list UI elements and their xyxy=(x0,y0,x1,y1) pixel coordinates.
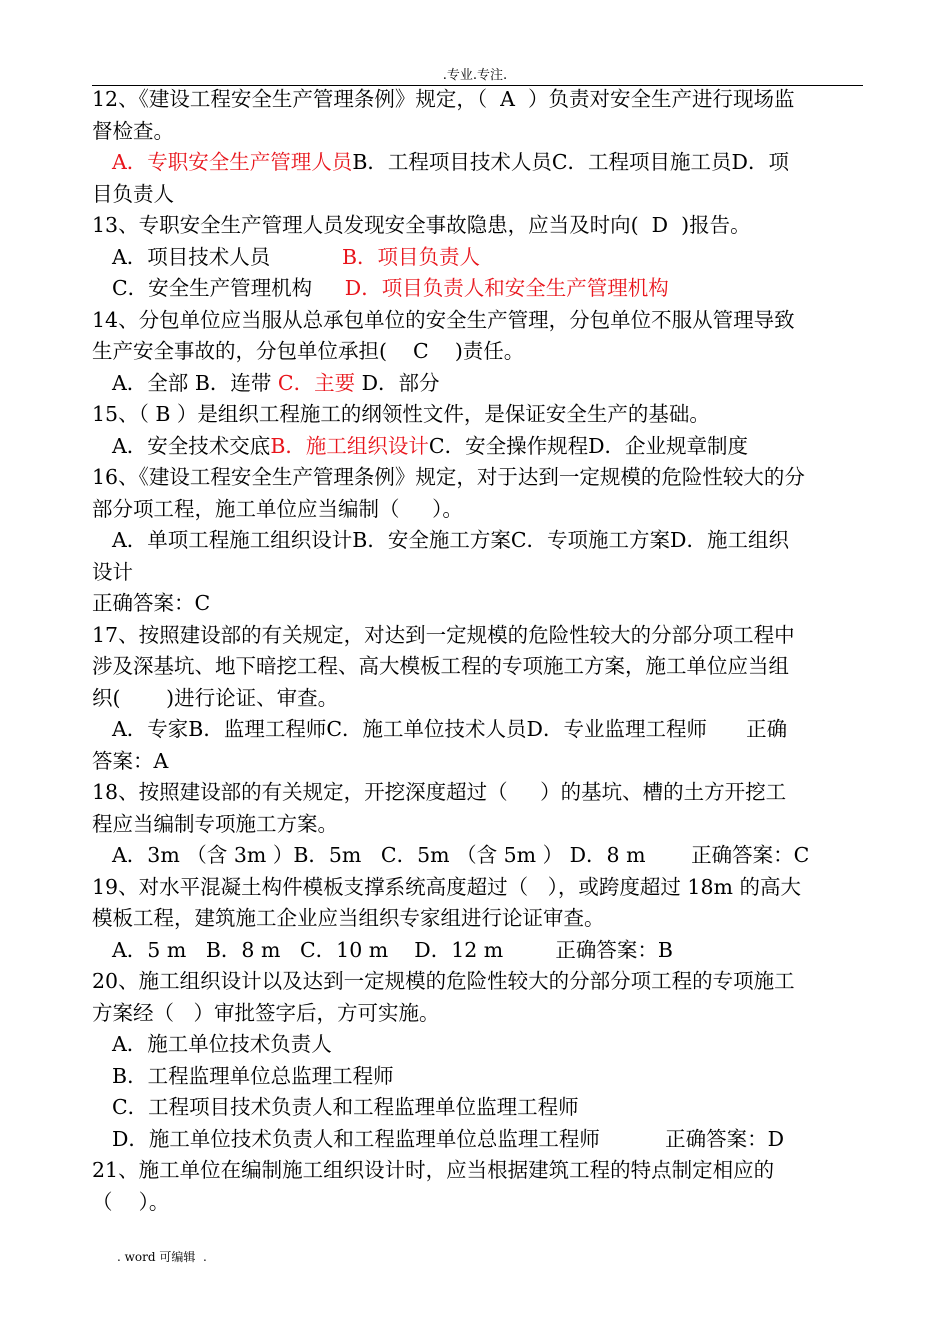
text-segment: 生产安全事故的，分包单位承担( C )责任。 xyxy=(92,339,525,363)
text-segment: 目负责人 xyxy=(92,181,174,206)
text-line xyxy=(92,462,863,494)
text-segment: 12、《建设工程安全生产管理条例》规定，（ A ）负责对安全生产进行现场监 xyxy=(92,87,795,111)
text-segment: （ ）。 xyxy=(92,1189,170,1214)
text-line xyxy=(92,147,863,179)
text-line xyxy=(92,273,863,305)
text-segment: C．工程项目技术负责人和工程监理单位监理工程师 xyxy=(112,1095,579,1119)
text-line xyxy=(92,809,863,841)
text-segment: A．专家B．监理工程师C．施工单位技术人员D．专业监理工程师 正确 xyxy=(112,717,788,741)
text-segment: 13、专职安全生产管理人员发现安全事故隐患，应当及时向( D )报告。 xyxy=(92,213,751,237)
text-line xyxy=(92,1092,863,1124)
text-line xyxy=(92,1187,863,1219)
text-segment: A．项目技术人员 xyxy=(112,244,342,269)
answer-highlight: B．施工组织设计 xyxy=(270,433,429,458)
text-segment: 18、按照建设部的有关规定，开挖深度超过（ ）的基坑、槽的土方开挖工 xyxy=(92,780,787,804)
answer-highlight: A．专职安全生产管理人员 xyxy=(112,150,353,174)
text-line xyxy=(92,777,863,809)
text-line xyxy=(92,116,863,148)
text-segment: B．工程项目技术人员C．工程项目施工员D．项 xyxy=(352,150,789,174)
text-line xyxy=(92,1061,863,1093)
text-segment: 21、施工单位在编制施工组织设计时，应当根据建筑工程的特点制定相应的 xyxy=(92,1158,775,1182)
text-segment: 程应当编制专项施工方案。 xyxy=(92,811,338,836)
text-segment: 部分项工程，施工单位应当编制（ ）。 xyxy=(92,496,463,521)
text-segment: 15、（ B ）是组织工程施工的纲领性文件，是保证安全生产的基础。 xyxy=(92,402,710,426)
text-segment: 督检查。 xyxy=(92,118,174,143)
text-segment: C．安全生产管理机构 xyxy=(112,276,345,300)
text-segment: A．单项工程施工组织设计B．安全施工方案C．专项施工方案D．施工组织 xyxy=(112,528,789,552)
text-segment: 14、分包单位应当服从总承包单位的安全生产管理，分包单位不服从管理导致 xyxy=(92,307,795,332)
text-line xyxy=(92,305,863,337)
text-segment: A．安全技术交底 xyxy=(112,433,271,458)
text-segment: 17、按照建设部的有关规定，对达到一定规模的危险性较大的分部分项工程中 xyxy=(92,622,795,647)
text-line xyxy=(92,494,863,526)
text-line xyxy=(92,525,863,557)
page-header: .专业.专注. xyxy=(442,68,508,83)
page-footer: . word 可编辑 . xyxy=(117,1250,207,1264)
text-segment: D．部分 xyxy=(355,370,440,395)
text-line xyxy=(92,998,863,1030)
text-segment: B．工程监理单位总监理工程师 xyxy=(112,1063,394,1088)
answer-highlight: C．主要 xyxy=(277,370,356,395)
text-line xyxy=(92,683,863,715)
text-segment: A．3m （含 3m ）B．5m C．5m （含 5m ） D．8 m 正确答案：C xyxy=(112,843,810,867)
text-line xyxy=(92,588,863,620)
text-line xyxy=(92,872,863,904)
text-segment: 涉及深基坑、地下暗挖工程、高大模板工程的专项施工方案，施工单位应当组 xyxy=(92,654,789,678)
text-segment: C．安全操作规程D．企业规章制度 xyxy=(428,433,749,458)
text-segment: A．全部 B．连带 xyxy=(112,370,278,395)
answer-highlight: B．项目负责人 xyxy=(341,244,481,269)
text-line xyxy=(92,84,863,116)
text-line xyxy=(92,1155,863,1187)
text-segment: 正确答案：C xyxy=(92,591,211,615)
text-line xyxy=(92,179,863,211)
document-body xyxy=(92,84,863,1218)
text-line xyxy=(92,840,863,872)
text-segment: 19、对水平混凝土构件模板支撑系统高度超过（ ），或跨度超过 18m 的高大 xyxy=(92,874,801,899)
text-line xyxy=(92,1124,863,1156)
text-line xyxy=(92,557,863,589)
text-segment: 模板工程，建筑施工企业应当组织专家组进行论证审查。 xyxy=(92,906,605,930)
text-line xyxy=(92,368,863,400)
text-line xyxy=(92,399,863,431)
text-line xyxy=(92,620,863,652)
text-segment: 方案经（ ）审批签字后，方可实施。 xyxy=(92,1000,440,1025)
text-segment: A．5 m B．8 m C．10 m D．12 m 正确答案：B xyxy=(112,937,673,962)
text-line xyxy=(92,336,863,368)
text-segment: D．施工单位技术负责人和工程监理单位总监理工程师 正确答案：D xyxy=(112,1126,785,1151)
answer-highlight: D．项目负责人和安全生产管理机构 xyxy=(344,276,669,300)
text-line xyxy=(92,242,863,274)
text-line xyxy=(92,966,863,998)
text-line xyxy=(92,1029,863,1061)
text-line xyxy=(92,210,863,242)
text-segment: 20、施工组织设计以及达到一定规模的危险性较大的分部分项工程的专项施工 xyxy=(92,969,795,993)
text-line xyxy=(92,903,863,935)
text-segment: 答案：A xyxy=(92,748,169,773)
text-line xyxy=(92,431,863,463)
text-line xyxy=(92,935,863,967)
text-line xyxy=(92,746,863,778)
text-segment: 设计 xyxy=(92,559,133,584)
text-line xyxy=(92,651,863,683)
text-segment: 16、《建设工程安全生产管理条例》规定，对于达到一定规模的危险性较大的分 xyxy=(92,465,805,489)
text-segment: A．施工单位技术负责人 xyxy=(112,1032,332,1056)
text-segment: 织( )进行论证、审查。 xyxy=(92,685,339,710)
text-line xyxy=(92,714,863,746)
